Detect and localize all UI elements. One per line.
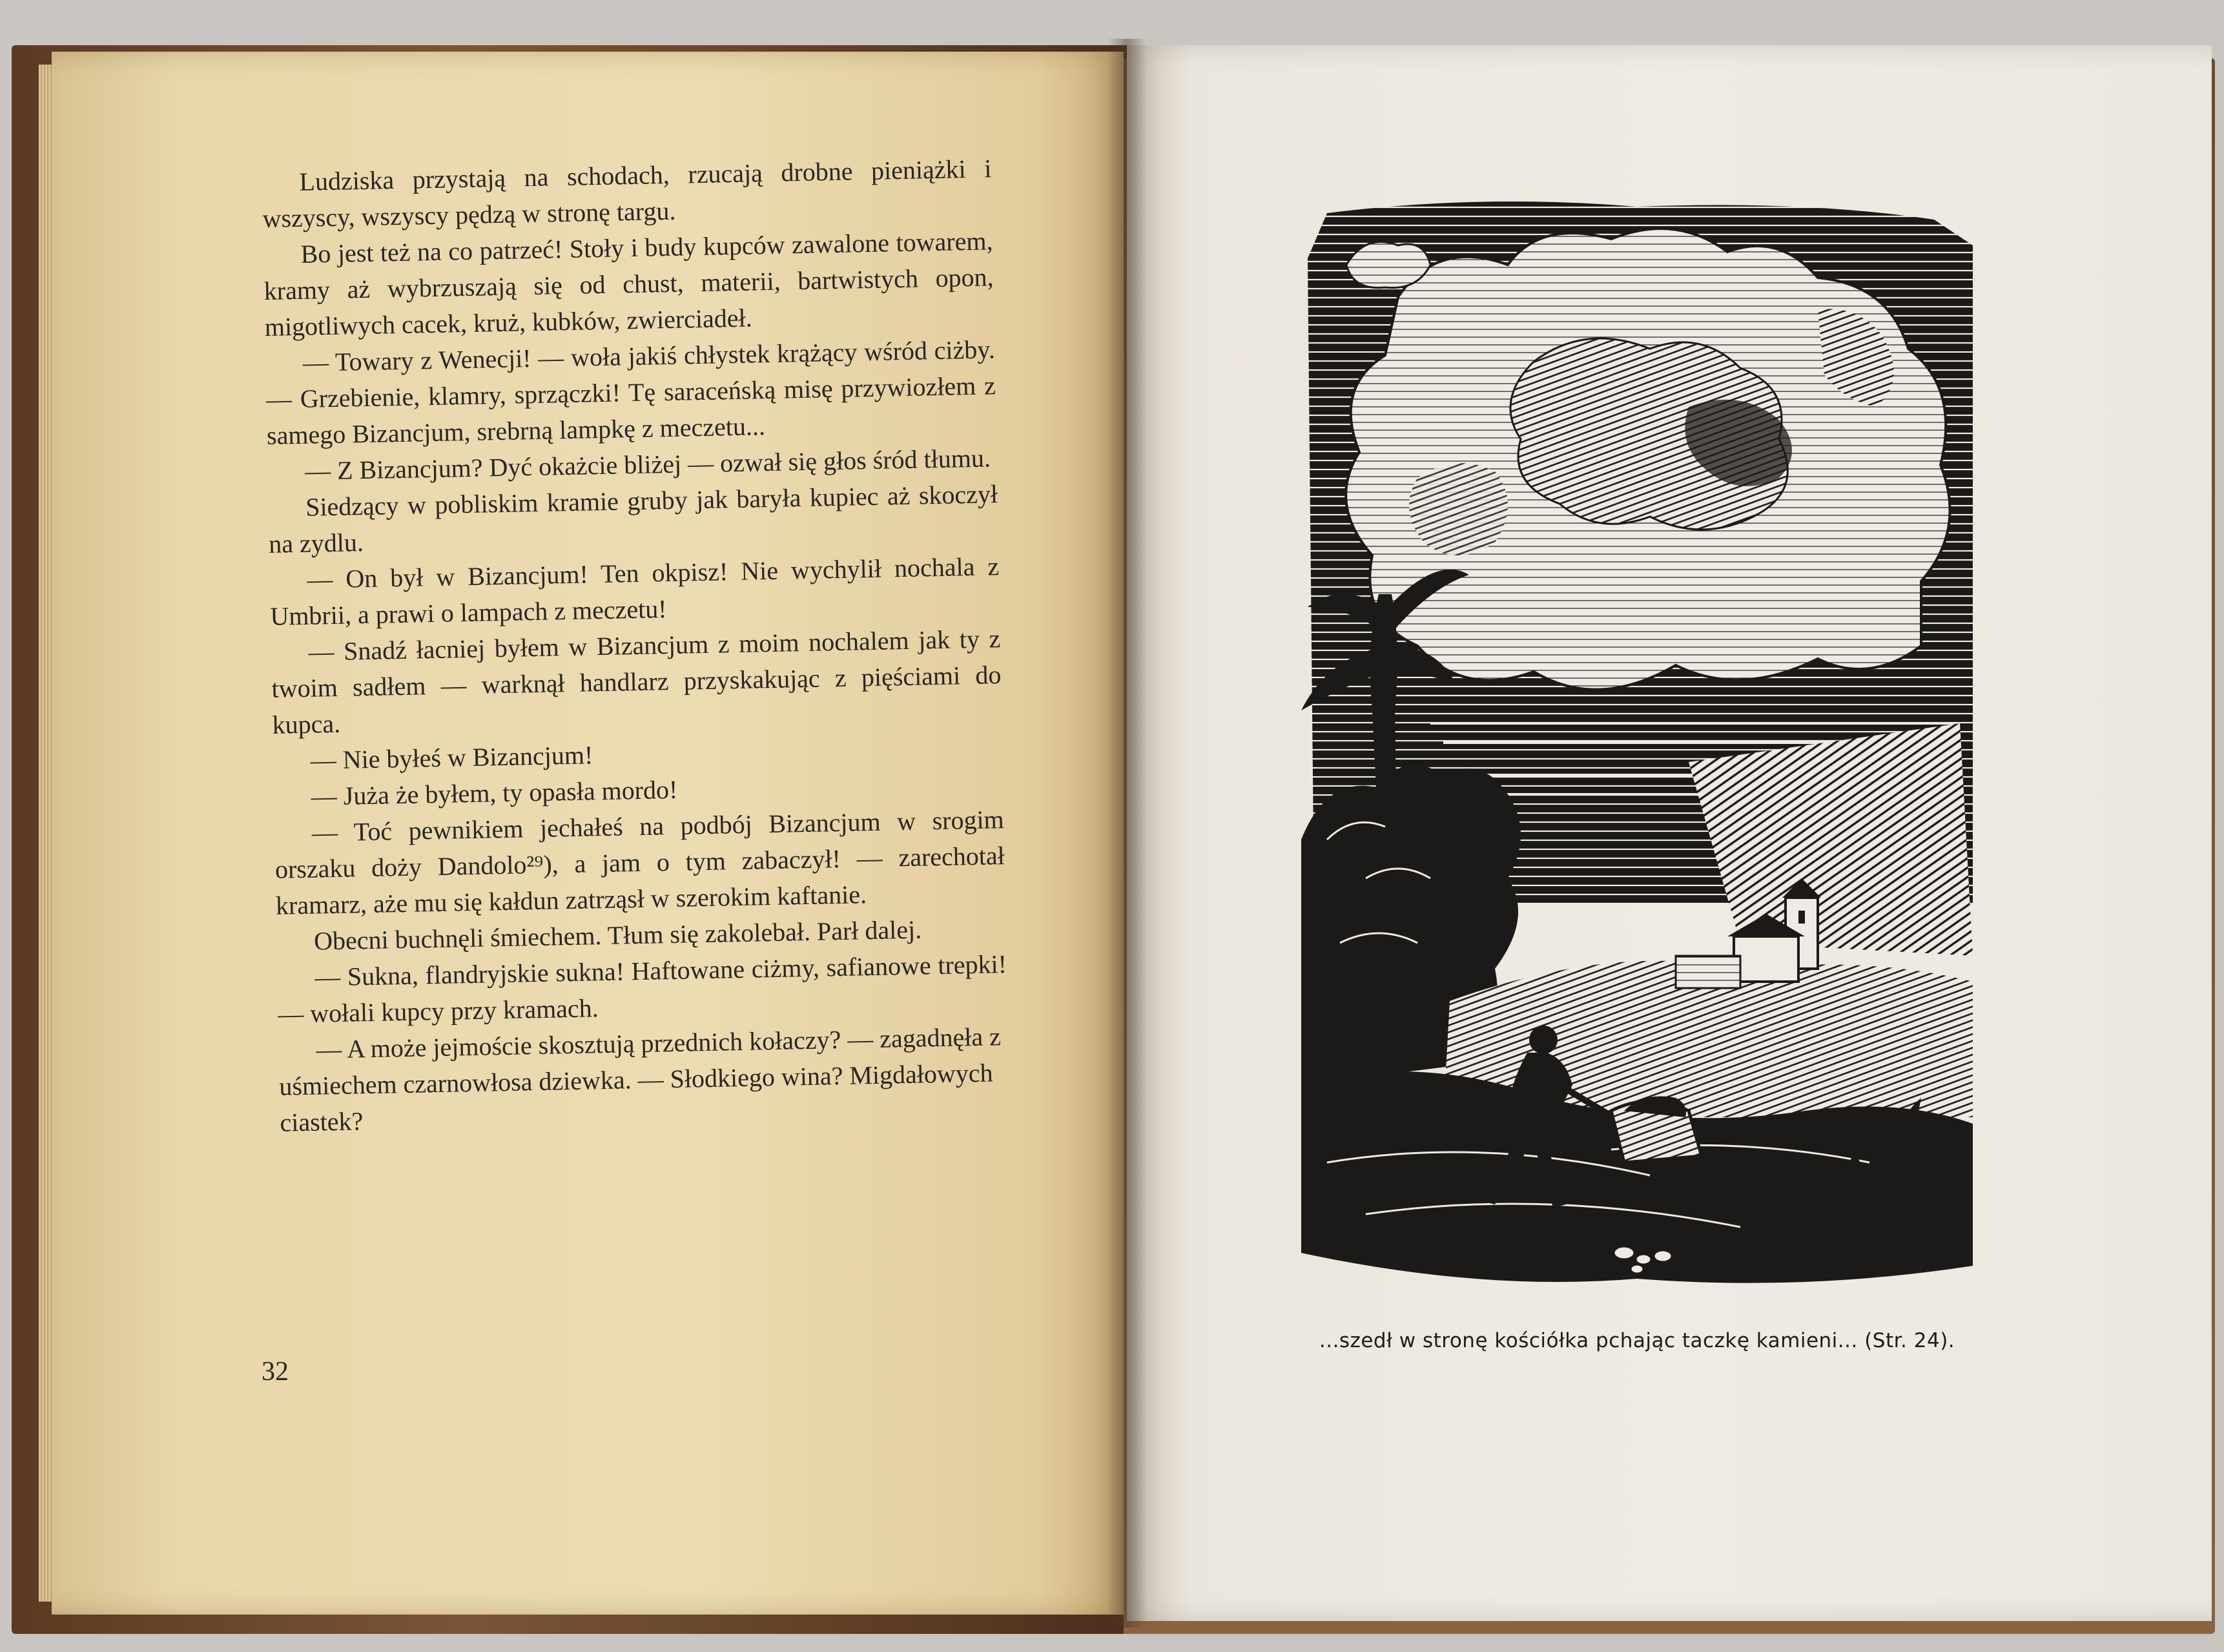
paragraph: — A może jejmoście skosztują przednich kołaczy? — zagadnęła z uśmiechem czarnowłosa dziewka. — Słodkiego wina? Migdałowych ciastek? [278,1022,1002,1137]
paragraph: Bo jest też na co patrzeć! Stoły i budy kupców zawalone towarem, kramy aż wybrzuszają się od chust, materii, bartwistych opon, migotliwych cacek, kruż, kubków, zwierciadeł. [263,226,994,342]
page-number: 32 [262,1357,289,1387]
paragraph: Obecni buchnęli śmiechem. Tłum się zakolebał. Parł dalej. [313,914,922,956]
paragraph: Ludziska przystają na schodach, rzucają drobne pieniążki i wszyscy, wszyscy pędzą w stronę targu. [262,154,992,233]
paragraph: — Nie byłeś w Bizancjum! [310,740,593,775]
paragraph: — Sukna, flandryjskie sukna! Haftowane ciżmy, safianowe trepki! — wołali kupcy przy kramach. [277,949,1007,1029]
paragraph: — Towary z Wenecji! — woła jakiś chłystek krążący wśród ciżby. — Grzebienie, klamry, sprzączki! Tę saraceńską misę przywiozłem z samego Bizancjum, srebrną lampkę z meczetu... [265,335,996,450]
book-gutter [1107,39,1146,1627]
paragraph: — On był w Bizancjum! Ten okpisz! Nie wychylił nochala z Umbrii, a prawi o lampach z meczetu! [269,552,1000,631]
paragraph: — Snadź łacniej byłem w Bizancjum z moim nochalem jak ty z twoim sadłem — warknął handlarz przyskakując z pięściami do kupca. [271,624,1002,739]
small-cloud [1346,242,1430,287]
paragraph: Siedzący w pobliskim kramie gruby jak baryła kupiec aż skoczył na zydlu. [268,479,998,559]
woodcut-illustration [1288,194,1986,1305]
paragraph: — Toć pewnikiem jechałeś na podbój Bizancjum w srogim orszaku doży Dandolo²⁹), a jam o tym zabaczył! — zarechotał kramarz, aże mu się kałdun zatrząsł w szerokim kaftanie. [274,805,1005,920]
paragraph: — Juża że byłem, ty opasła mordo! [311,774,678,811]
left-page-text [262,150,1010,1141]
paragraph: — Z Bizancjum? Dyć okażcie bliżej — ozwał się głos śród tłumu. [304,443,991,486]
cloud-mass [1346,229,1950,690]
illustration-caption: ...szedł w stronę kościółka pchając taczkę kamieni... (Str. 24). [1319,1329,1955,1352]
rain-area [1689,723,1973,956]
